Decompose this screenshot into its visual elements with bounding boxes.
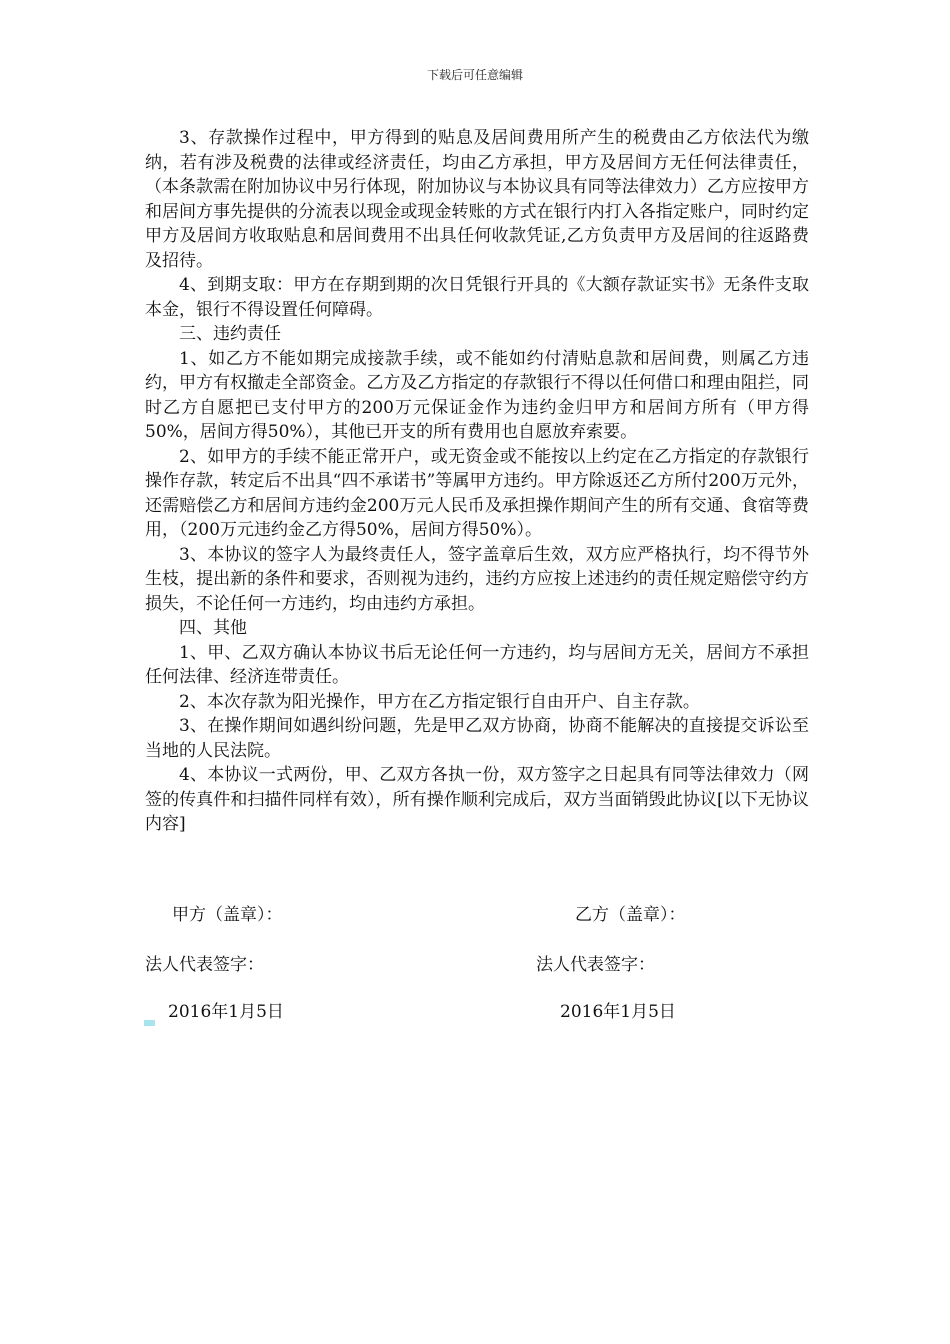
clause-breach-party-a: 2、如甲方的手续不能正常开户，或无资金或不能按以上约定在乙方指定的存款银行操作存款，转定后不出具“四不承诺书”等属甲方违约。甲方除返还乙方所付200万元外，还需赔偿乙方和居间方违约金200万元人民币及承担操作期间产生的所有交通、食宿等费用，（200万元违约金乙方得50%，居间方得50%）。 [145, 446, 809, 540]
clause-intermediary-exemption: 1、甲、乙双方确认本协议书后无论任何一方违约，均与居间方无关，居间方不承担任何法律、经济连带责任。 [145, 642, 809, 687]
party-b-seal-label: 乙方（盖章）： [575, 905, 686, 925]
highlight-marker [144, 1020, 155, 1026]
clause-copies: 4、本协议一式两份，甲、乙双方各执一份，双方签字之日起具有同等法律效力（网签的传真件和扫描件同样有效），所有操作顺利完成后，双方当面销毁此协议[以下无协议内容] [145, 765, 809, 834]
party-a-rep-label: 法人代表签字： [145, 955, 264, 975]
party-a-seal-label: 甲方（盖章）： [172, 905, 283, 925]
clause-signatory-liability: 3、本协议的签字人为最终责任人，签字盖章后生效，双方应严格执行，均不得节外生枝，提出新的条件和要求，否则视为违约，违约方应按上述违约的责任规定赔偿守约方损失，不论任何一方违约，均由违约方承担。 [145, 544, 809, 614]
section-heading-breach: 三、违约责任 [179, 324, 281, 344]
agreement-body [145, 126, 809, 837]
page-header: 下载后可任意编辑 [426, 68, 523, 82]
party-a-date: 2016年1月5日 [168, 1002, 284, 1022]
clause-open-operation: 2、本次存款为阳光操作，甲方在乙方指定银行自由开户、自主存款。 [179, 691, 700, 712]
clause-deposit-tax: 3、存款操作过程中，甲方得到的贴息及居间费用所产生的税费由乙方依法代为缴纳，若有涉及税费的法律或经济责任，均由乙方承担，甲方及居间方无任何法律责任，（本条款需在附加协议中另行体现，附加协议与本协议具有同等法律效力）乙方应按甲方和居间方事先提供的分流表以现金或现金转账的方式在银行内打入各指定账户，同时约定甲方及居间方收取贴息和居间费用不出具任何收款凭证,乙方负责甲方及居间的往返路费及招待。 [145, 128, 809, 271]
section-heading-other: 四、其他 [179, 618, 247, 638]
party-b-date: 2016年1月5日 [560, 1002, 676, 1022]
clause-withdrawal: 4、到期支取：甲方在存期到期的次日凭银行开具的《大额存款证实书》无条件支取本金，银行不得设置任何障碍。 [145, 275, 809, 320]
clause-dispute: 3、在操作期间如遇纠纷问题，先是甲乙双方协商，协商不能解决的直接提交诉讼至当地的人民法院。 [145, 716, 809, 761]
party-b-rep-label: 法人代表签字： [536, 955, 655, 975]
clause-breach-party-b: 1、如乙方不能如期完成接款手续，或不能如约付清贴息款和居间费，则属乙方违约，甲方有权撤走全部资金。乙方及乙方指定的存款银行不得以任何借口和理由阻拦，同时乙方自愿把已支付甲方的200万元保证金作为违约金归甲方和居间方所有（甲方得50%，居间方得50%），其他已开支的所有费用也自愿放弃索要。 [145, 348, 809, 442]
